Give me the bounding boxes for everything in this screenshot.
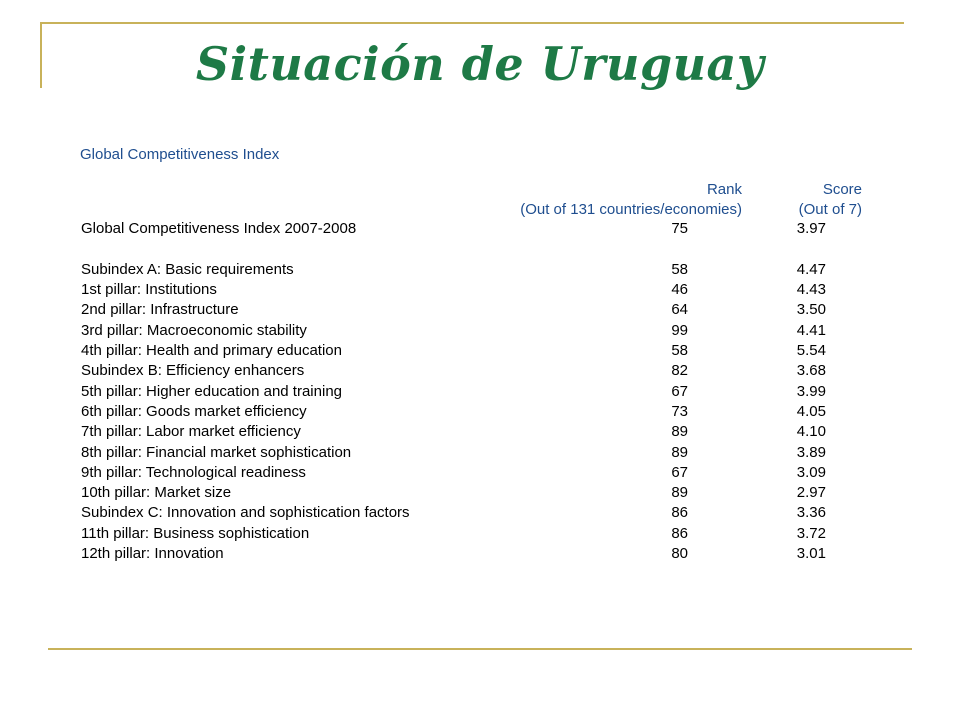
row-label: 4th pillar: Health and primary education <box>81 342 342 360</box>
row-label: Subindex C: Innovation and sophistication factors <box>81 504 410 522</box>
row-score: 3.36 <box>796 504 826 522</box>
row-score: 4.05 <box>796 402 826 420</box>
row-rank: 89 <box>671 443 688 461</box>
bottom-rule <box>48 648 912 650</box>
row-score: 3.01 <box>796 545 826 563</box>
row-label: 3rd pillar: Macroeconomic stability <box>81 321 307 339</box>
row-label: 10th pillar: Market size <box>81 484 232 502</box>
top-rule <box>40 22 904 24</box>
row-rank: 58 <box>671 342 688 360</box>
row-score: 3.09 <box>796 463 826 481</box>
table-row <box>0 382 960 402</box>
row-rank: 64 <box>671 301 688 319</box>
row-score: 4.43 <box>796 281 826 299</box>
row-score: 4.41 <box>796 321 826 339</box>
row-label: Global Competitiveness Index 2007-2008 <box>81 220 357 237</box>
table-spacer-row <box>0 239 960 260</box>
row-score: 3.68 <box>796 362 826 380</box>
row-rank: 86 <box>671 524 688 542</box>
row-label: 8th pillar: Financial market sophistication <box>81 443 352 461</box>
table-row <box>0 544 960 564</box>
table-row <box>0 483 960 503</box>
row-label: 2nd pillar: Infrastructure <box>81 301 239 319</box>
row-rank: 99 <box>671 321 688 339</box>
row-label: 11th pillar: Business sophistication <box>81 524 310 542</box>
table-row <box>0 524 960 544</box>
row-label: 7th pillar: Labor market efficiency <box>81 423 301 441</box>
row-rank: 46 <box>671 281 688 299</box>
rank-column-subheader: (Out of 131 countries/economies) <box>520 201 742 218</box>
table-row <box>0 300 960 320</box>
row-score: 5.54 <box>796 342 826 360</box>
row-score: 3.97 <box>796 220 826 237</box>
table-row <box>0 443 960 463</box>
table-row <box>0 219 960 239</box>
table-body <box>0 219 960 564</box>
row-score: 3.89 <box>796 443 826 461</box>
row-rank: 67 <box>671 382 688 400</box>
row-score: 3.72 <box>796 524 826 542</box>
table-row <box>0 361 960 381</box>
table-row <box>0 503 960 523</box>
row-rank: 80 <box>671 545 688 563</box>
row-label: 1st pillar: Institutions <box>81 281 217 299</box>
table-row <box>0 422 960 442</box>
row-rank: 82 <box>671 362 688 380</box>
row-rank: 73 <box>671 402 688 420</box>
table-row <box>0 260 960 280</box>
table-row <box>0 402 960 422</box>
score-column-header: Score <box>822 181 862 198</box>
table-row <box>0 321 960 341</box>
row-rank: 58 <box>671 260 688 278</box>
row-label: 6th pillar: Goods market efficiency <box>81 402 307 420</box>
table-row <box>0 280 960 300</box>
rank-column-header: Rank <box>706 181 742 198</box>
row-label: 9th pillar: Technological readiness <box>81 463 306 481</box>
row-score: 3.50 <box>796 301 826 319</box>
row-score: 4.10 <box>796 423 826 441</box>
row-score: 4.47 <box>796 260 826 278</box>
score-column-subheader: (Out of 7) <box>798 201 862 218</box>
row-rank: 75 <box>671 220 688 237</box>
row-rank: 89 <box>671 423 688 441</box>
row-rank: 67 <box>671 463 688 481</box>
row-label: Subindex B: Efficiency enhancers <box>81 362 305 380</box>
row-score: 2.97 <box>796 484 826 502</box>
row-rank: 86 <box>671 504 688 522</box>
row-label: 5th pillar: Higher education and training <box>81 382 342 400</box>
row-label: 12th pillar: Innovation <box>81 545 224 563</box>
table-row <box>0 341 960 361</box>
slide-title: Situación de Uruguay <box>195 37 765 91</box>
table-heading: Global Competitiveness Index <box>80 146 280 163</box>
row-score: 3.99 <box>796 382 826 400</box>
row-rank: 89 <box>671 484 688 502</box>
table-row <box>0 463 960 483</box>
row-label: Subindex A: Basic requirements <box>81 260 294 278</box>
